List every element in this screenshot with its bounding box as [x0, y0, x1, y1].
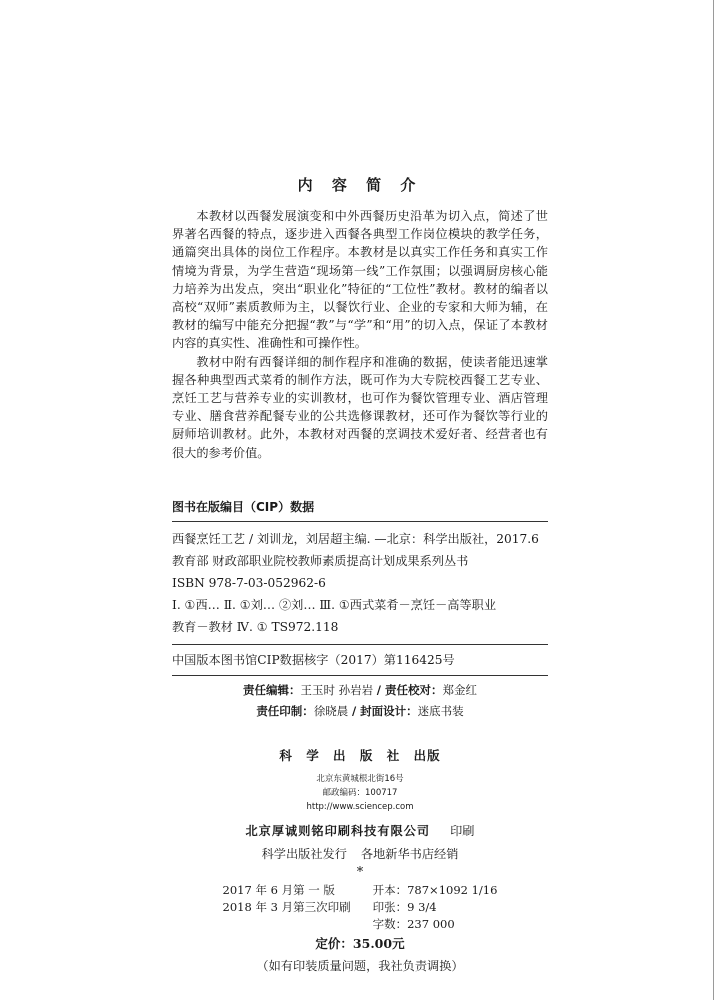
cover-design-label: / 封面设计： [351, 703, 418, 718]
cip-record-number: 中国版本图书馆CIP数据核字（2017）第116425号 [172, 652, 455, 667]
cip-line-isbn: ISBN 978-7-03-052962-6 [172, 575, 326, 590]
edition-info [172, 882, 548, 933]
publisher-name-line [172, 746, 548, 764]
book-format: 开本：787×1092 1/16 [372, 882, 498, 897]
cip-line-series: 教育部 财政部职业院校教师素质提高计划成果系列丛书 [172, 553, 469, 568]
printer-suffix: 印刷 [450, 823, 475, 838]
printing-info: 2018 年 3 月第三次印刷 [222, 899, 351, 914]
summary-paragraph-2: 教材中附有西餐详细的制作程序和准确的数据，使读者能迅速掌握各种典型西式菜肴的制作方法，既可作为大专院校西餐工艺专业、烹饪工艺与营养专业的实训教材，也可作为餐饮管理专业、酒店管理专业、膳食营养配餐专业的公共选修课教材，还可作为餐饮等行业的厨师培训教材。此外，本教材对西餐的烹调技术爱好者、经营者也有很大的参考价值。 [172, 354, 548, 460]
publisher-name: 科 学 出 版 社 [279, 747, 405, 763]
cover-designer-name: 迷底书装 [417, 703, 464, 718]
print-manager-name: 徐晓晨 [313, 703, 349, 718]
publisher-block [172, 746, 548, 977]
cip-heading: 图书在版编目（CIP）数据 [172, 499, 315, 514]
summary-title: 内 容 简 介 [297, 176, 423, 194]
word-count: 字数：237 000 [372, 916, 455, 931]
copyright-page [172, 168, 548, 977]
separator-star: * [356, 864, 364, 880]
distribution-line [172, 845, 548, 862]
first-edition: 2017 年 6 月第 一 版 [222, 882, 335, 897]
printer-line [172, 822, 548, 839]
cip-line-classification-cont: 教育－教材 Ⅳ. ① TS972.118 [172, 619, 339, 634]
distributor: 科学出版社发行 [261, 846, 347, 861]
publisher-address: 北京东黄城根北街16号 [316, 773, 404, 784]
price: 定价：35.00元 [315, 935, 405, 951]
editor-label: 责任编辑： [242, 682, 301, 697]
cip-record [172, 522, 548, 644]
printed-sheets: 印张：9 3/4 [372, 899, 437, 914]
editor-names: 王玉时 孙岩岩 [300, 682, 374, 697]
editor-credits-line-1 [172, 680, 548, 701]
publisher-suffix: 出版 [413, 747, 441, 763]
summary-paragraph-1: 本教材以西餐发展演变和中外西餐历史沿革为切入点，简述了世界著名西餐的特点，逐步进入西餐各典型工作岗位模块的教学任务，通篇突出具体的岗位工作程序。本教材是以真实工作任务和真实工作情境为背景，为学生营造“现场第一线”工作氛围；以强调厨房核心能力培养为出发点，突出“职业化”特征的“工位性”教材。教材的编者以高校“双师”素质教师为主，以餐饮行业、企业的专家和大师为辅，在教材的编写中能充分把握“教”与“学”和“用”的切入点，保证了本教材内容的真实性、准确性和可操作性。 [172, 209, 548, 351]
editor-credits-line-2 [172, 701, 548, 722]
page-edge [713, 0, 714, 1000]
printer-name: 北京厚诚则铭印刷科技有限公司 [245, 823, 431, 838]
seller: 各地新华书店经销 [360, 846, 459, 861]
cip-line-title: 西餐烹饪工艺 / 刘训龙，刘居超主编. —北京：科学出版社，2017.6 [172, 531, 539, 546]
publisher-postcode: 邮政编码：100717 [322, 787, 398, 798]
publisher-website: http://www.sciencep.com [306, 801, 414, 812]
quality-notice: （如有印装质量问题，我社负责调换） [256, 958, 464, 973]
print-manager-label: 责任印制： [256, 703, 314, 718]
proofreader-label: / 责任校对： [376, 682, 443, 697]
proofreader-name: 郑金红 [442, 682, 478, 697]
cip-line-classification: Ⅰ. ①西… Ⅱ. ①刘… ②刘… Ⅲ. ①西式菜肴－烹饪－高等职业 [172, 597, 497, 612]
editor-credits [172, 676, 548, 722]
